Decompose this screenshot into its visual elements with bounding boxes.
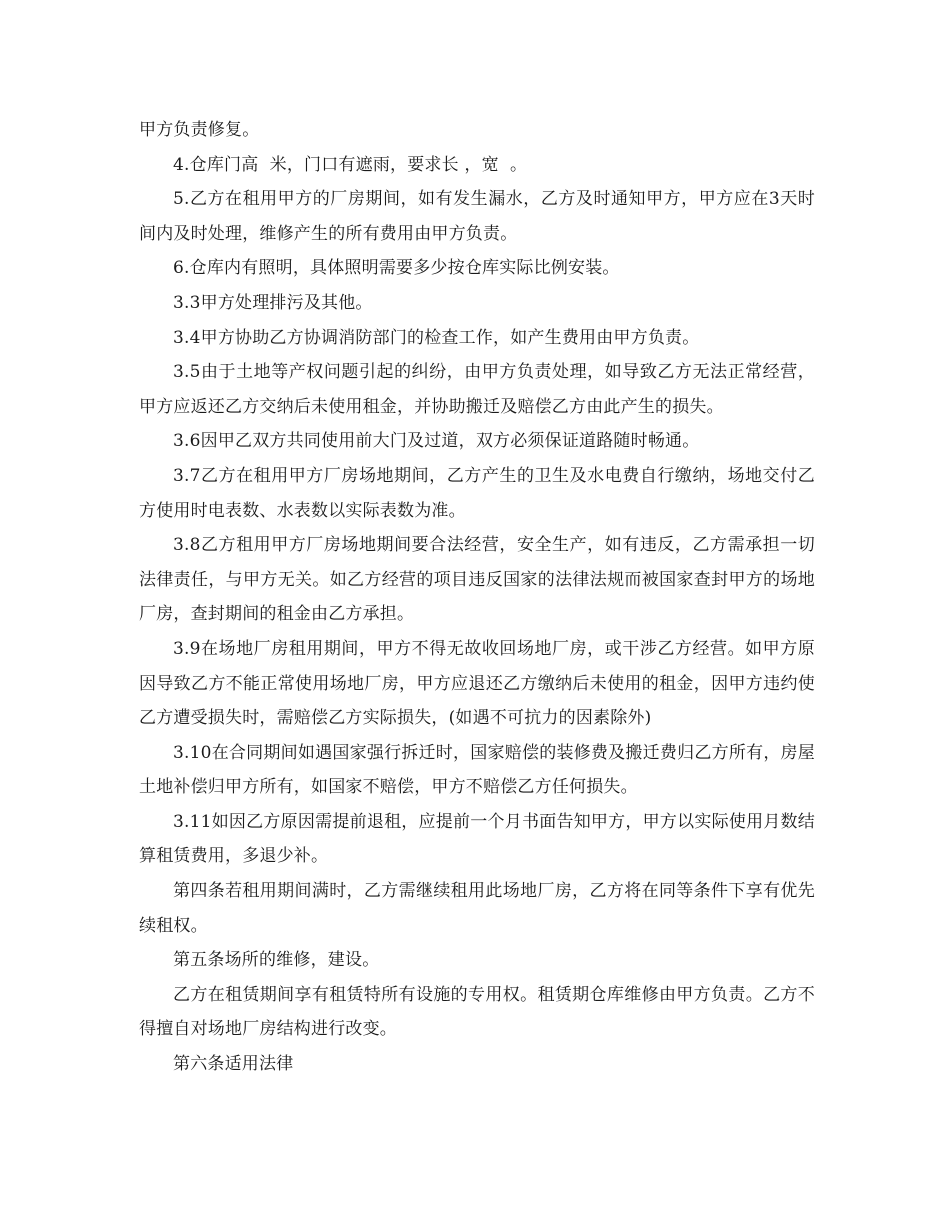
paragraph-13: 3.11如因乙方原因需提前退租，应提前一个月书面告知甲方，甲方以实际使用月数结算租赁费用，多退少补。 (139, 811, 815, 867)
paragraph-4: 6.仓库内有照明，具体照明需要多少按仓库实际比例安装。 (173, 258, 620, 279)
paragraph-15: 第五条场所的维修，建设。 (173, 950, 380, 971)
paragraph-17: 第六条适用法律 (173, 1054, 294, 1075)
paragraph-16: 乙方在租赁期间享有租赁特所有设施的专用权。租赁期仓库维修由甲方负责。乙方不得擅自对场地厂房结构进行改变。 (139, 984, 815, 1040)
paragraph-5: 3.3甲方处理排污及其他。 (173, 292, 373, 313)
paragraph-9: 3.7乙方在租用甲方厂房场地期间，乙方产生的卫生及水电费自行缴纳，场地交付乙方使用时电表数、水表数以实际表数为准。 (139, 465, 815, 521)
paragraph-7: 3.5由于土地等产权问题引起的纠纷，由甲方负责处理，如导致乙方无法正常经营，甲方应返还乙方交纳后未使用租金，并协助搬迁及赔偿乙方由此产生的损失。 (139, 362, 815, 417)
paragraph-1: 甲方负责修复。 (139, 120, 260, 140)
paragraph-12: 3.10在合同期间如遇国家强行拆迁时，国家赔偿的装修费及搬迁费归乙方所有，房屋土地补偿归甲方所有，如国家不赔偿，甲方不赔偿乙方任何损失。 (139, 742, 815, 798)
paragraph-6: 3.4甲方协助乙方协调消防部门的检查工作，如产生费用由甲方负责。 (173, 327, 700, 348)
paragraph-11: 3.9在场地厂房租用期间，甲方不得无故收回场地厂房，或干涉乙方经营。如甲方原因导致乙方不能正常使用场地厂房，甲方应退还乙方缴纳后未使用的租金，因甲方违约使乙方遭受损失时，需赔偿乙方实际损失，(如遇不可抗力的因素除外) (139, 638, 815, 729)
paragraph-8: 3.6因甲乙双方共同使用前大门及过道，双方必须保证道路随时畅通。 (173, 431, 700, 452)
paragraph-14: 第四条若租用期间满时，乙方需继续租用此场地厂房，乙方将在同等条件下享有优先续租权。 (139, 881, 815, 936)
paragraph-10: 3.8乙方租用甲方厂房场地期间要合法经营，安全生产，如有违反，乙方需承担一切法律责任，与甲方无关。如乙方经营的项目违反国家的法律法规而被国家查封甲方的场地厂房，查封期间的租金由乙方承担。 (139, 535, 815, 625)
paragraph-2: 4.仓库门高 米，门口有遮雨，要求长 ，宽 。 (173, 154, 528, 175)
document-body (139, 113, 815, 1082)
paragraph-3: 5.乙方在租用甲方的厂房期间，如有发生漏水，乙方及时通知甲方，甲方应在3天时间内及时处理，维修产生的所有费用由甲方负责。 (139, 189, 815, 244)
